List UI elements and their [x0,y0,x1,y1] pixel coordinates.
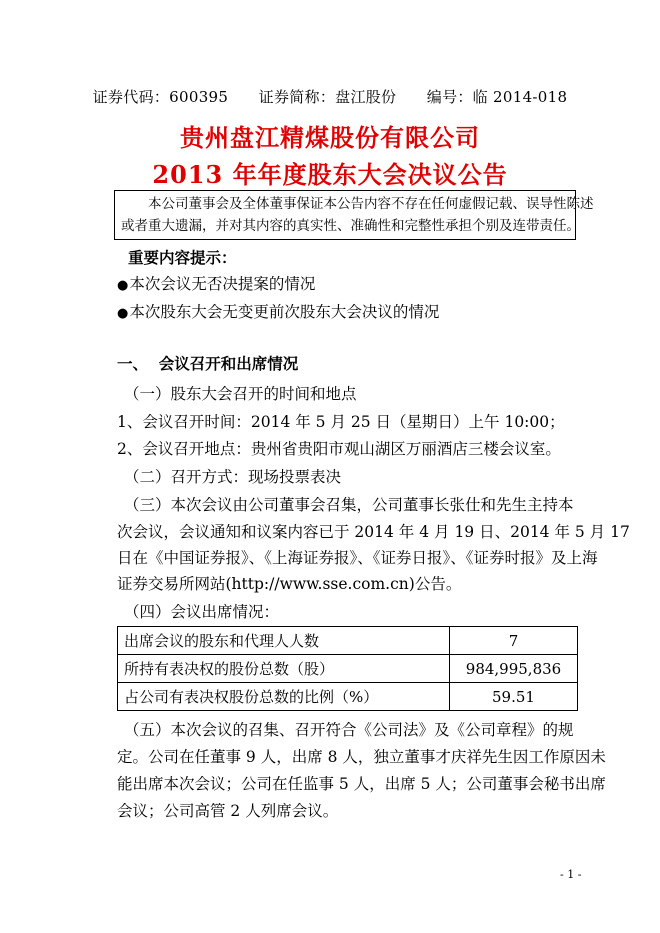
important-bullet: ● 本次股东大会无变更前次股东大会决议的情况 [117,300,439,322]
notice-number: 编号：临 2014-018 [426,88,568,106]
meeting-time: 1、会议召开时间：2014 年 5 月 25 日（星期日）上午 10:00； [117,413,565,431]
paragraph-line: 日在《中国证券报》、《上海证券报》、《证券日报》、《证券时报》及上海 [117,549,598,567]
paragraph-line: 定。公司在任董事 9 人，出席 8 人，独立董事才庆祥先生因工作原因未 [117,748,606,766]
paragraph-line: 能出席本次会议；公司在任监事 5 人，出席 5 人；公司董事会秘书出席 [117,775,606,793]
disclaimer-line: 或者重大遗漏，并对其内容的真实性、准确性和完整性承担个别及连带责任。 [121,218,580,234]
paragraph-line: 会议；公司高管 2 人列席会议。 [117,802,339,820]
document-header [0,86,660,107]
table-cell-label: 出席会议的股东和代理人人数 [118,627,450,655]
disclaimer-box [114,190,594,240]
table-row [118,627,578,655]
table-cell-value: 59.51 [450,683,578,711]
table-cell-label: 占公司有表决权股份总数的比例（%） [118,683,450,711]
attendance-heading: （四）会议出席情况： [124,603,280,621]
important-heading: 重要内容提示： [128,248,237,267]
notice-title: 2013 年年度股东大会决议公告 [152,160,508,189]
meeting-place: 2、会议召开地点：贵州省贵阳市观山湖区万丽酒店三楼会议室。 [117,440,561,458]
stock-code: 证券代码：600395 [92,88,229,106]
page-number: - 1 - [560,868,582,881]
table-row [118,683,578,711]
paragraph-line: （三）本次会议由公司董事会召集，公司董事长张仕和先生主持本 [124,496,574,514]
table-cell-label: 所持有表决权的股份总数（股） [118,655,450,683]
table-cell-value: 984,995,836 [450,655,578,683]
paragraph-line: 次会议，会议通知和议案内容已于 2014 年 4 月 19 日、2014 年 5 月 17 [117,523,630,541]
disclaimer-line: 本公司董事会及全体董事保证本公告内容不存在任何虚假记载、误导性陈述 [148,196,594,212]
company-title: 贵州盘江精煤股份有限公司 [180,123,480,152]
stock-abbreviation: 证券简称：盘江股份 [258,88,397,106]
paragraph-line: 证券交易所网站(http://www.sse.com.cn)公告。 [117,575,462,593]
important-bullet: ● 本次会议无否决提案的情况 [117,272,315,294]
subsection-heading: （一）股东大会召开的时间和地点 [124,385,357,403]
section-heading: 一、 会议召开和出席情况 [117,354,299,373]
meeting-method: （二）召开方式：现场投票表决 [124,468,342,486]
paragraph-line: （五）本次会议的召集、召开符合《公司法》及《公司章程》的规 [124,721,574,739]
attendance-table [117,626,578,711]
table-cell-value: 7 [450,627,578,655]
table-row [118,655,578,683]
